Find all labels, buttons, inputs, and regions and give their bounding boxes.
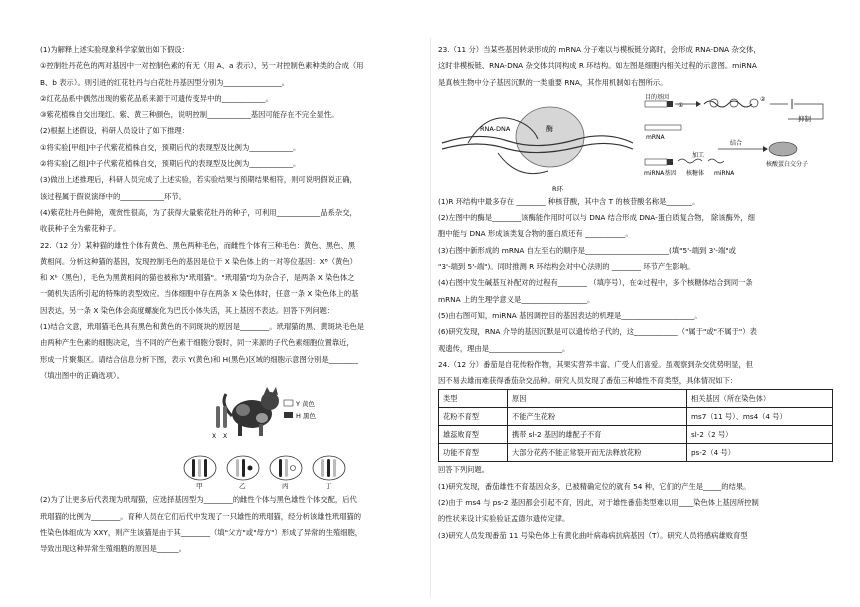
cat-chromosome-figure [40, 384, 440, 492]
mrna-label: mRNA [646, 133, 665, 141]
black-legend-swatch [284, 412, 293, 418]
table-header-cell: 相关基因（所在染色体） [687, 390, 833, 408]
text-line: 因不易去雄而难获得番茄杂交品种。研究人员发现了番茄三种雄性不育类型，具体情况如下： [438, 376, 738, 386]
x-chromosome-pair [212, 406, 227, 440]
bind-label: 结合 [730, 139, 743, 147]
text-line: (2)为了让更多后代表现为玳瑁猫，应选择基因型为________的雌性个体与黑色雄性个体交配，后代 [40, 495, 357, 505]
q23-figures [438, 91, 833, 194]
text-line: (2)由于 ms4 与 ps-2 基因都会引起不育，因此，对于雄性番茄类型难以用____染色体上基因所控制 [438, 498, 759, 508]
text-line: 由两种产生色素的细胞决定，当不同的产色素干细胞分裂时，同一来源的子代色素细胞位置靠近， [40, 338, 354, 348]
legend-yellow-label: Y 黄色 [296, 400, 316, 409]
table-cell: sl-2（2 号） [687, 426, 833, 444]
text-line: (1)R 环结构中最多存在 ________ 种核苷酸，其中含 T 的核苷酸名称是_______。 [438, 196, 700, 206]
text-line: 回答下列问题。 [438, 465, 490, 475]
table-cell: 不能产生花粉 [508, 408, 687, 426]
text-line: 和 Xᵇ（黑色），毛色为黑黄相间的猫也被称为"玳瑁猫"。"玳瑁猫"均为杂合子，是两条 X 染色体之 [40, 273, 355, 283]
text-line: 是真核生物中分子基因沉默的一类重要 RNA，其作用机制如右图所示。 [438, 77, 668, 87]
target-gene-label: 目的基因 [645, 93, 670, 101]
table-row [439, 426, 833, 444]
question-22-heading: 22.（12 分）某种猫的雄性个体有黄色、黑色两种毛色，而雌性个体有三种毛色：黄色、黑色、黑 [40, 240, 356, 250]
question-24-heading: 24.（12 分）番茄是自花传粉作物，其果实营养丰富、广受人们喜爱。虽观察到杂交优势明显，但 [438, 359, 754, 369]
legend-black-label: H 黑色 [296, 412, 316, 421]
table-header-cell: 类型 [439, 390, 508, 408]
svg-text:X: X [223, 433, 228, 441]
text-line: (1)结合文意，玳瑁猫毛色具有黑色和黄色的不同斑块的原因是________。玳瑁猫的黑、黄斑块毛色是 [40, 322, 365, 332]
table-cell: 雄蕊败育型 [439, 426, 508, 444]
mirna-label: miRNA [714, 169, 735, 177]
inhibit-label: 抑制 [798, 114, 811, 123]
left-column [40, 42, 440, 557]
yellow-legend-swatch [284, 400, 293, 406]
text-line: (4)右图中发生碱基互补配对的过程有________ （填序号），在②过程中，多个核糖体结合到同一条 [438, 278, 753, 288]
table-row [439, 408, 833, 426]
text-line: 观遗传，理由是____________________。 [438, 343, 570, 353]
target-gene-bar [645, 101, 667, 107]
table-header-row [439, 390, 833, 408]
text-line: (2)左图中的酶是________该酶能作用时可以与 DNA 结合形成 DNA-蛋白质复合物， 除该酶外，细 [438, 213, 755, 223]
enzyme-shape [516, 107, 584, 167]
rna-dna-label: RNA-DNA [480, 124, 511, 133]
text-line: 该过程属于假说演绎中的____________环节。 [40, 191, 186, 201]
r-loop-diagram [442, 107, 633, 193]
text-line: (4)紫花牡丹色鲜艳，观赏性很高，为了获得大量紫花牡丹的种子，可利用____________品系杂交， [40, 207, 357, 217]
enzyme-label: 酶 [546, 124, 553, 133]
option-cell-bing [270, 456, 302, 490]
process-label: 加工 [692, 151, 705, 159]
q23-figures-svg [438, 91, 833, 194]
cat-figure-svg [40, 384, 440, 492]
table-cell: 携带 sl-2 基因的雄配子不育 [508, 426, 687, 444]
table-header-cell: 原因 [508, 390, 687, 408]
text-line: ②将实验[乙组]中子代紫花植株自交，预期后代的表现型及比例为____________。 [40, 159, 301, 169]
cat-illustration [224, 387, 279, 436]
text-line: （填出图中的正确选项）。 [40, 370, 124, 380]
text-line: (3)研究人员发现番茄 11 号染色体上有黄化曲叶病毒病抗病基因（T）。研究人员将感病雄败育型 [438, 530, 748, 540]
step1-label: ① [678, 101, 684, 109]
svg-text:X: X [212, 433, 217, 441]
r-loop-label: R环 [552, 184, 564, 193]
table-cell: 花粉不育型 [439, 408, 508, 426]
sterility-types-table [438, 389, 833, 462]
right-text-bottom [438, 462, 833, 543]
option-label: 甲 [196, 482, 203, 491]
text-line: (6)研究发现，RNA 介导的基因沉默是可以遗传给子代的，这____________（"属于"或"不属于"）表 [438, 327, 757, 337]
text-line: (3)做出上述推理后，科研人员完成了上述实验，若实验结果与预期结果相符，则可说明假说正确， [40, 175, 357, 185]
table-cell: ms7（11 号）、ms4（4 号） [687, 408, 833, 426]
question-23-heading: 23.（11 分）当某些基因转录形成的 mRNA 分子难以与模板链分离时，会形成 RNA-DNA 杂交体， [438, 45, 761, 54]
text-line: (3)右图中新形成的 mRNA 自左至右的顺序是_______________________(填"5'-端到 3'-端"或 [438, 245, 736, 255]
right-text-top [438, 42, 833, 91]
text-line: B、b 表示）。则引进的红花牡丹与白花牡丹基因型分别为________________。 [40, 77, 290, 87]
left-text-bottom [40, 492, 440, 557]
text-line: 这时非模板链、RNA-DNA 杂交体共同构成 R 环结构。如左图是细胞内相关过程的示意图。miRNA [438, 61, 757, 71]
option-label: 乙 [239, 482, 246, 491]
table-cell: ps-2（4 号） [687, 444, 833, 462]
text-line: 性染色体组成为 XXY，则产生该猫是由于其________（填"父方"或"母方"）形成了异常的生殖细胞， [40, 527, 363, 537]
protein-complex-label: 核酸蛋白交分子 [766, 160, 809, 168]
text-line: 黄相间。分析这种猫的基因，发现控制毛色的基因是位于 X 染色体上的一对等位基因：Xᴮ（黄色） [40, 256, 357, 266]
option-cell-ding [313, 456, 345, 490]
text-line: 形成一片聚集区。请结合信息分析下图，表示 Y(黄色)和 H(黑色)区域的细胞示意图分别是________ [40, 354, 358, 364]
table-cell: 大部分花药不能正常裂开而无法释放花粉 [508, 444, 687, 462]
text-line: ③紫花植株自交出现红、紫、黄三种颜色，说明控制____________基因可能存在不完全显性。 [40, 110, 339, 120]
text-line: ②红花品系中偶然出现的紫花品系来源于可遗传变异中的____________。 [40, 93, 273, 103]
mirna-gene-label: miRNA基因 [644, 169, 677, 177]
table-row [439, 444, 833, 462]
option-cell-jia [184, 456, 216, 490]
text-line: mRNA 上的生理学意义是__________________。 [438, 294, 595, 304]
text-line: "3'-端到 5'-端")。同时推测 R 环结构会对中心法则的 ________ 环节产生影响。 [438, 262, 695, 272]
text-line: (1)为解释上述实验现象科学家做出如下假设： [40, 45, 189, 54]
option-cell-yi [227, 456, 259, 490]
text-line: (5)由右图可知，miRNA 基因调控目的基因表达的机理是____________________。 [438, 310, 702, 320]
text-line: ①控制牡丹花色的两对基因中一对控制色素的有无（用 A、a 表示），另一对控制色素种类的合成（用 [40, 61, 364, 71]
step2-label: ② [760, 95, 766, 103]
option-label: 丙 [282, 482, 289, 491]
text-line: 收获种子全为紫花种子。 [40, 224, 121, 234]
text-line: 玳瑁猫的比例为________。育种人员在它们后代中发现了一只雄性的玳瑁猫，经分析该雄性玳瑁猫的 [40, 511, 362, 521]
text-line: 的性状来设计实验验证孟德尔遗传定律。 [438, 514, 570, 524]
text-line: 因表达，另一条 X 染色体会高度螺旋化为巴氏小体失活，其上基因不表达。回答下列问题： [40, 305, 335, 315]
ribosome-label: 核糖体 [686, 169, 705, 177]
mirna-gene-bar [645, 159, 667, 165]
text-line: 胞中能与 DNA 形成该类复合物的蛋白质还有 ___________。 [438, 229, 633, 239]
text-line: 一随机失活所引起的特殊的表型效应。当体细胞中存在两条 X 染色体时，任意一条 X 染色体上的基 [40, 289, 359, 299]
right-text-mid [438, 194, 833, 390]
text-line: (1)研究发现，番茄雄性不育基因众多，已被精确定位的就有 54 种，它们的产生是_____的结果。 [438, 481, 751, 491]
left-text-top [40, 42, 440, 384]
right-column [438, 42, 833, 544]
option-label: 丁 [325, 482, 332, 491]
text-line: ①将实验[甲组]中子代紫花植株自交，预期后代的表现型及比例为____________。 [40, 142, 301, 152]
text-line: 导致出现这种异常生殖细胞的原因是______。 [40, 544, 186, 554]
text-line: (2)根据上述假设，科研人员设计了如下推理： [40, 126, 189, 136]
table-cell: 功能不育型 [439, 444, 508, 462]
mirna-mechanism-diagram [644, 93, 823, 177]
